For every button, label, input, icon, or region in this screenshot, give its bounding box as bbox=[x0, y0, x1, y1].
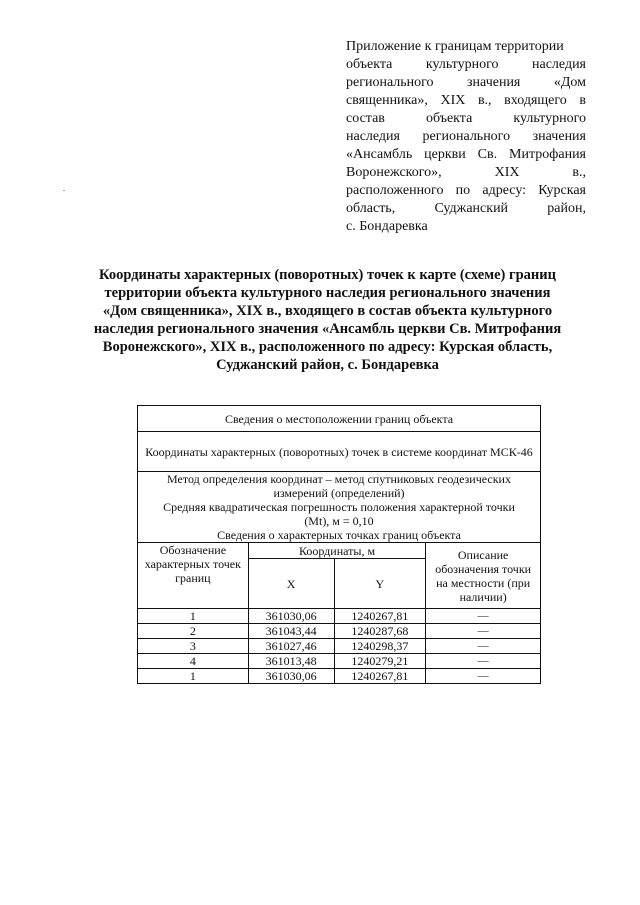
scan-speck bbox=[63, 190, 65, 191]
appendix-line: регионального значения «Дом bbox=[346, 75, 586, 90]
header-row bbox=[138, 543, 541, 559]
title-line: Воронежского», XIX в., расположенного по адресу: Курская область, bbox=[102, 339, 553, 355]
title-line: наследия регионального значения «Ансамбль церкви Св. Митрофания bbox=[93, 321, 562, 337]
cell-x: 361030,06 bbox=[248, 669, 334, 684]
coordinates-table bbox=[137, 405, 541, 684]
table-row bbox=[138, 654, 541, 669]
cell-x: 361027,46 bbox=[248, 639, 334, 654]
header-coordinates: Координаты, м bbox=[248, 543, 426, 559]
appendix-line: расположенного по адресу: Курская bbox=[346, 183, 586, 198]
header-description: Описание обозначения точки на местности (при наличии) bbox=[426, 543, 541, 609]
section-coordinate-system: Координаты характерных (поворотных) точек в системе координат МСК-46 bbox=[138, 432, 541, 472]
table-row bbox=[138, 639, 541, 654]
cell-description: — bbox=[426, 639, 541, 654]
method-line: Средняя квадратическая погрешность положения характерной точки bbox=[163, 500, 515, 514]
appendix-line: «Ансамбль церкви Св. Митрофания bbox=[346, 147, 586, 162]
cell-point: 1 bbox=[138, 669, 249, 684]
cell-description: — bbox=[426, 654, 541, 669]
cell-description: — bbox=[426, 624, 541, 639]
appendix-line: Воронежского», XIX в., bbox=[346, 165, 586, 180]
cell-point: 1 bbox=[138, 609, 249, 624]
section-location: Сведения о местоположении границ объекта bbox=[138, 406, 541, 432]
cell-y: 1240298,37 bbox=[334, 639, 426, 654]
appendix-line: наследия регионального значения bbox=[346, 129, 586, 144]
cell-x: 361043,44 bbox=[248, 624, 334, 639]
cell-y: 1240279,21 bbox=[334, 654, 426, 669]
cell-x: 361013,48 bbox=[248, 654, 334, 669]
appendix-line: область, Суджанский район, bbox=[346, 201, 586, 216]
appendix-note bbox=[346, 38, 586, 236]
appendix-line: священника», XIX в., входящего в bbox=[346, 93, 586, 108]
section-system-row bbox=[138, 432, 541, 472]
cell-description: — bbox=[426, 669, 541, 684]
appendix-line: Приложение к границам территории bbox=[346, 39, 564, 54]
cell-point: 2 bbox=[138, 624, 249, 639]
cell-y: 1240267,81 bbox=[334, 669, 426, 684]
header-x: X bbox=[248, 559, 334, 609]
table-row bbox=[138, 609, 541, 624]
section-location-row bbox=[138, 406, 541, 432]
title-line: Суджанский район, с. Бондаревка bbox=[216, 357, 439, 373]
appendix-line: объекта культурного наследия bbox=[346, 57, 586, 72]
method-line: измерений (определений) bbox=[273, 486, 405, 500]
header-y: Y bbox=[334, 559, 426, 609]
method-line: (Mt), м = 0,10 bbox=[304, 514, 374, 528]
method-line: Метод определения координат – метод спутниковых геодезических bbox=[167, 472, 511, 486]
cell-y: 1240287,68 bbox=[334, 624, 426, 639]
title-line: Координаты характерных (поворотных) точек к карте (схеме) границ bbox=[99, 267, 556, 283]
cell-point: 3 bbox=[138, 639, 249, 654]
cell-point: 4 bbox=[138, 654, 249, 669]
table-row bbox=[138, 669, 541, 684]
title-line: территории объекта культурного наследия регионального значения bbox=[104, 285, 551, 301]
cell-y: 1240267,81 bbox=[334, 609, 426, 624]
method-line: Сведения о характерных точках границ объекта bbox=[217, 528, 461, 542]
appendix-line: с. Бондаревка bbox=[346, 219, 428, 234]
cell-description: — bbox=[426, 609, 541, 624]
table-row bbox=[138, 624, 541, 639]
appendix-line: состав объекта культурного bbox=[346, 111, 586, 126]
document-title bbox=[90, 266, 565, 374]
title-line: «Дом священника», XIX в., входящего в состав объекта культурного bbox=[102, 303, 553, 319]
section-method-row bbox=[138, 472, 541, 543]
header-designation: Обозначение характерных точек границ bbox=[138, 543, 249, 609]
section-method bbox=[138, 472, 541, 543]
cell-x: 361030,06 bbox=[248, 609, 334, 624]
